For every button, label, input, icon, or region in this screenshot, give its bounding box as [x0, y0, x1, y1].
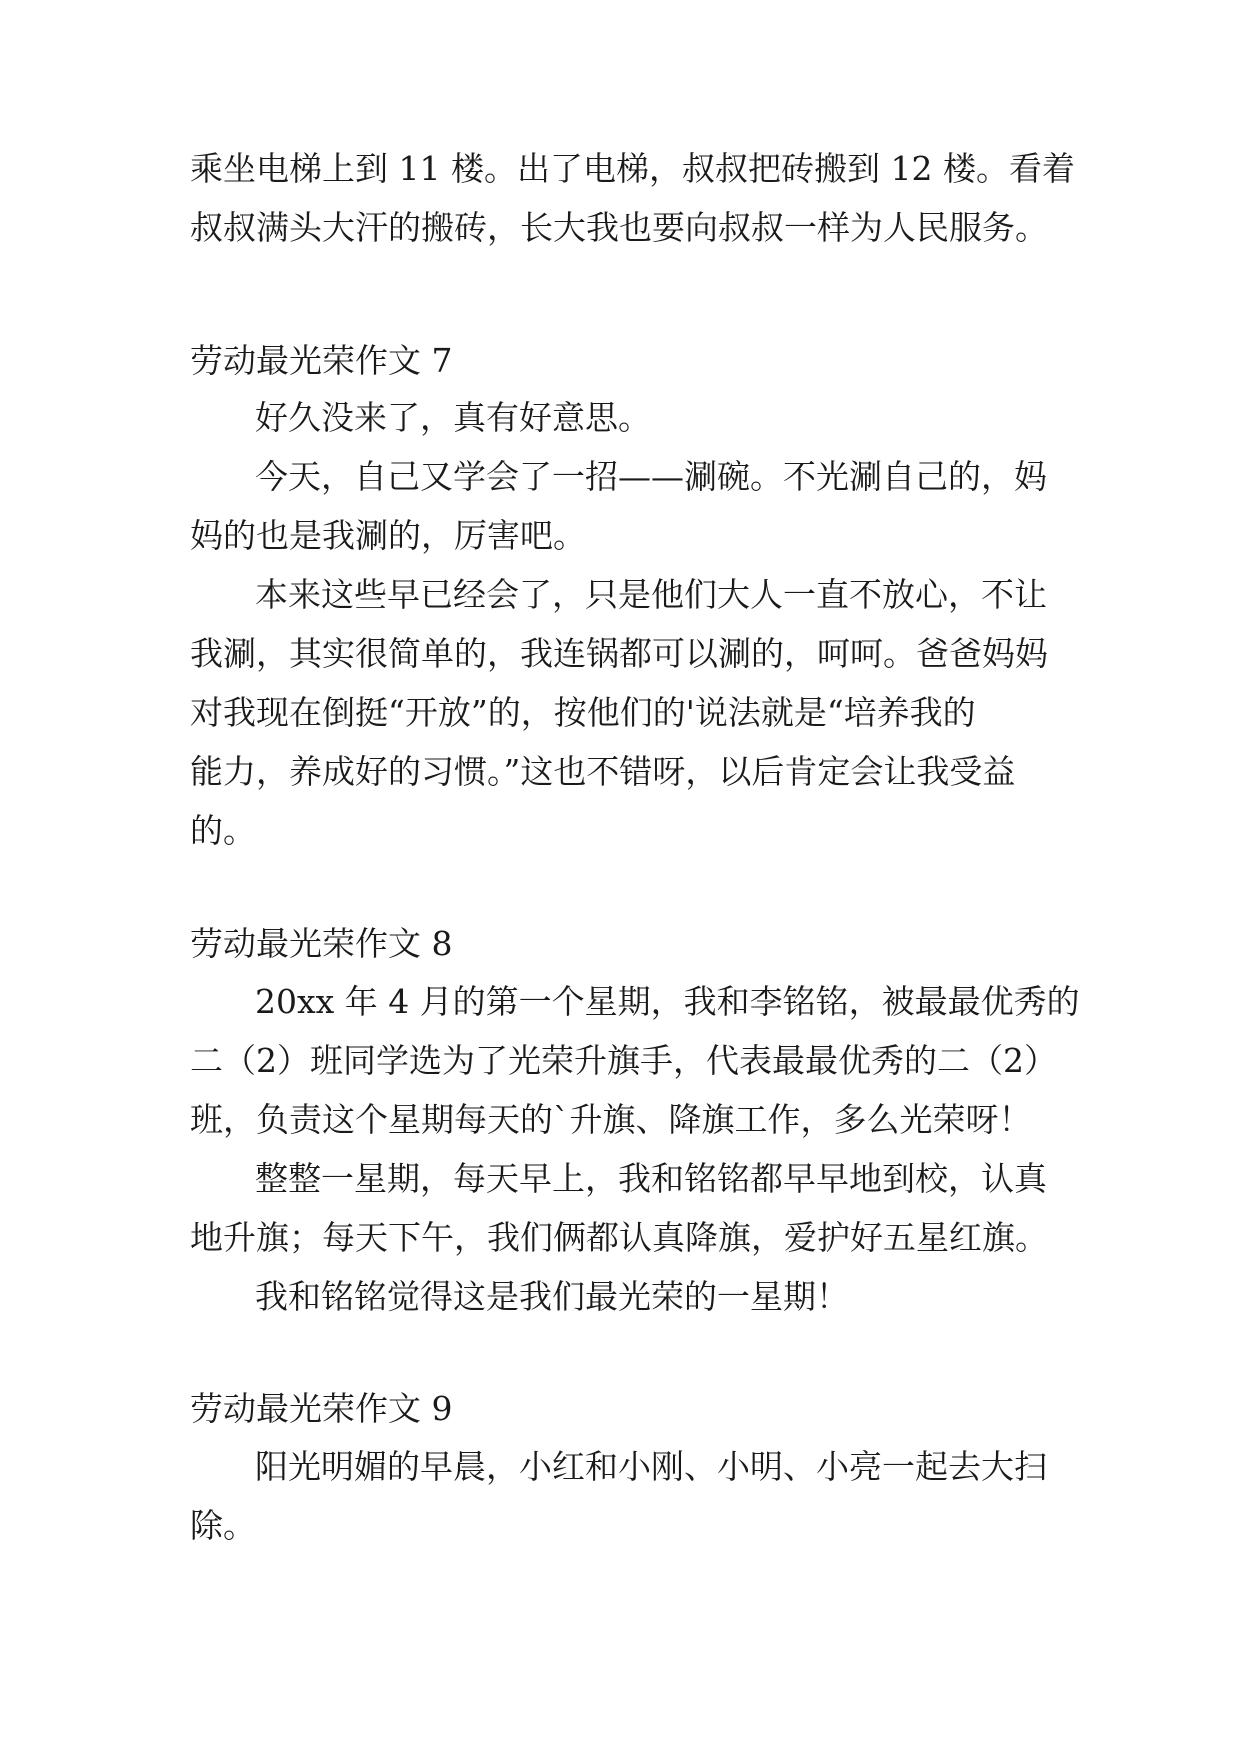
paragraph-line: 好久没来了，真有好意思。: [255, 398, 651, 437]
paragraph-line: 能力，养成好的习惯。”这也不错呀，以后肯定会让我受益: [190, 752, 1016, 791]
section-heading: 劳动最光荣作文 9: [190, 1389, 453, 1428]
section-heading: 劳动最光荣作文 7: [190, 341, 453, 380]
paragraph-line: 今天，自己又学会了一招——涮碗。不光涮自己的，妈: [255, 457, 1047, 496]
paragraph-line: 阳光明媚的早晨，小红和小刚、小明、小亮一起去大扫: [255, 1447, 1047, 1486]
paragraph-line: 叔叔满头大汗的搬砖，长大我也要向叔叔一样为人民服务。: [190, 208, 1048, 247]
paragraph-line: 整整一星期，每天早上，我和铭铭都早早地到校，认真: [255, 1159, 1047, 1198]
paragraph-line: 除。: [190, 1506, 256, 1545]
paragraph-line: 我涮，其实很简单的，我连锅都可以涮的，呵呵。爸爸妈妈: [190, 634, 1048, 673]
paragraph-line: 妈的也是我涮的，厉害吧。: [190, 516, 586, 555]
paragraph-line: 本来这些早已经会了，只是他们大人一直不放心，不让: [255, 575, 1047, 614]
paragraph-line: 我和铭铭觉得这是我们最光荣的一星期！: [255, 1277, 849, 1316]
paragraph-line: 班，负责这个星期每天的`升旗、降旗工作，多么光荣呀！: [190, 1100, 1032, 1139]
paragraph-line: 二（2）班同学选为了光荣升旗手，代表最最优秀的二（2）: [190, 1041, 1057, 1080]
paragraph-line: 乘坐电梯上到 11 楼。出了电梯，叔叔把砖搬到 12 楼。看着: [190, 149, 1075, 188]
section-heading: 劳动最光荣作文 8: [190, 924, 453, 963]
paragraph-line: 地升旗；每天下午，我们俩都认真降旗，爱护好五星红旗。: [190, 1218, 1048, 1257]
paragraph-line: 对我现在倒挺“开放”的，按他们的'说法就是“培养我的: [190, 693, 976, 732]
paragraph-line: 20xx 年 4 月的第一个星期，我和李铭铭，被最最优秀的: [255, 982, 1080, 1021]
paragraph-line: 的。: [190, 811, 256, 850]
